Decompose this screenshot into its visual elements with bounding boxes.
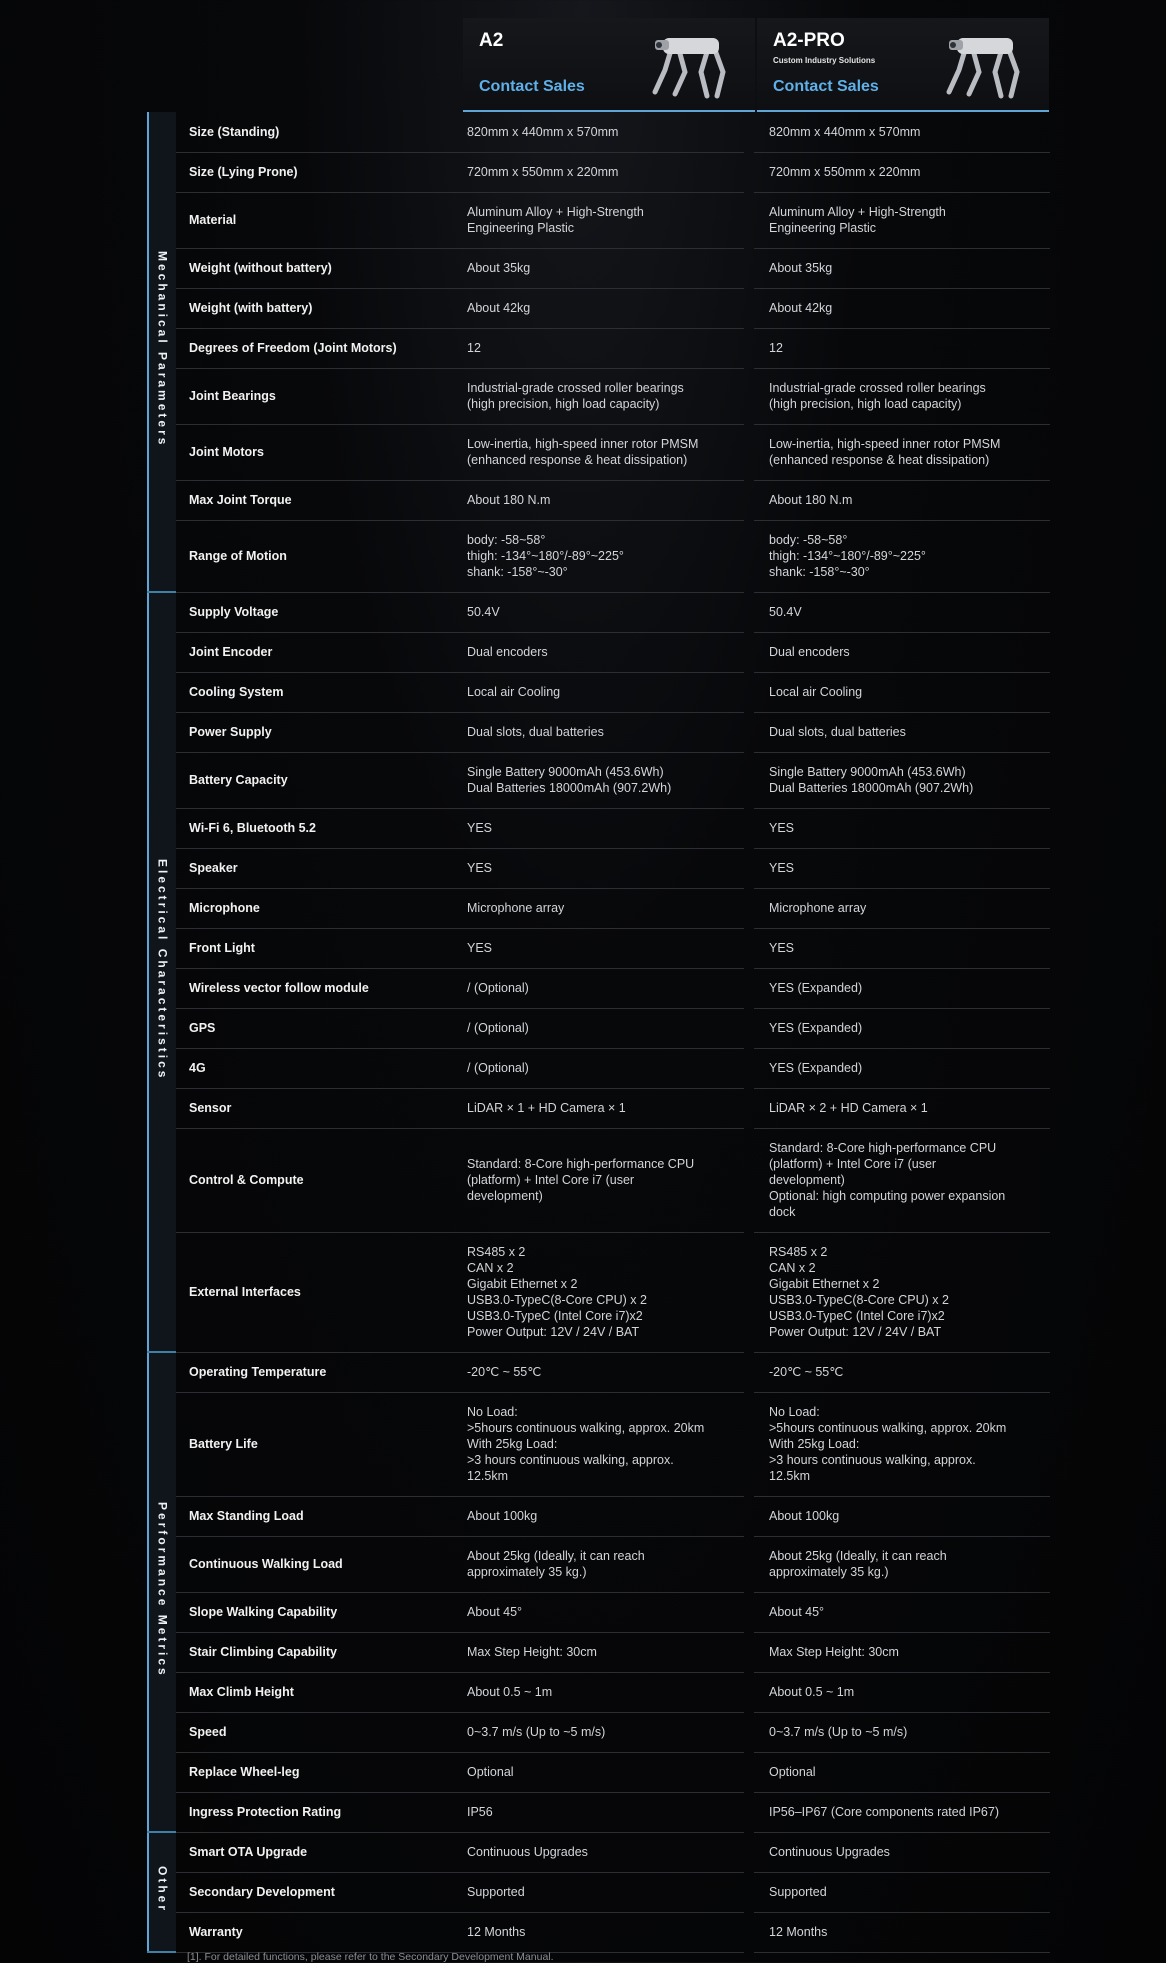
spec-label: Joint Motors: [176, 424, 452, 480]
spec-value-a2-pro: LiDAR × 2 + HD Camera × 1: [754, 1088, 1050, 1128]
spec-row: [148, 520, 1050, 592]
spec-row: [148, 1008, 1050, 1048]
column-gap: [744, 592, 754, 632]
product-name: A2: [479, 30, 504, 51]
spec-value-a2: / (Optional): [452, 1008, 744, 1048]
column-gap: [744, 1632, 754, 1672]
spec-label: Battery Capacity: [176, 752, 452, 808]
column-gap: [744, 808, 754, 848]
spec-value-a2: Max Step Height: 30cm: [452, 1632, 744, 1672]
spec-row: [148, 1048, 1050, 1088]
product-card-a2: [463, 18, 755, 112]
spec-label: Joint Encoder: [176, 632, 452, 672]
spec-row: [148, 1592, 1050, 1632]
spec-row: [148, 288, 1050, 328]
column-gap: [744, 888, 754, 928]
spec-value-a2-pro: 0~3.7 m/s (Up to ~5 m/s): [754, 1712, 1050, 1752]
column-gap: [744, 1536, 754, 1592]
spec-value-a2-pro: YES (Expanded): [754, 1008, 1050, 1048]
spec-row: [148, 1872, 1050, 1912]
spec-row: [148, 1632, 1050, 1672]
column-gap: [744, 1496, 754, 1536]
spec-label: Sensor: [176, 1088, 452, 1128]
product-header: [147, 18, 1049, 112]
spec-label: Stair Climbing Capability: [176, 1632, 452, 1672]
spec-row: [148, 1536, 1050, 1592]
spec-value-a2: About 100kg: [452, 1496, 744, 1536]
spec-label: 4G: [176, 1048, 452, 1088]
spec-value-a2: Industrial-grade crossed roller bearings (high precision, high load capacity): [452, 368, 744, 424]
spec-value-a2: About 42kg: [452, 288, 744, 328]
spec-label: Range of Motion: [176, 520, 452, 592]
column-gap: [744, 632, 754, 672]
spec-value-a2: About 0.5 ~ 1m: [452, 1672, 744, 1712]
spec-value-a2-pro: Low-inertia, high-speed inner rotor PMSM (enhanced response & heat dissipation): [754, 424, 1050, 480]
category-title: Other: [155, 1865, 170, 1913]
spec-value-a2: Low-inertia, high-speed inner rotor PMSM (enhanced response & heat dissipation): [452, 424, 744, 480]
spec-row: [148, 968, 1050, 1008]
column-gap: [744, 1232, 754, 1352]
column-gap: [744, 328, 754, 368]
spec-value-a2-pro: YES: [754, 928, 1050, 968]
spec-label: GPS: [176, 1008, 452, 1048]
column-gap: [744, 520, 754, 592]
spec-label: Size (Lying Prone): [176, 152, 452, 192]
spec-value-a2: 720mm x 550mm x 220mm: [452, 152, 744, 192]
spec-label: Degrees of Freedom (Joint Motors): [176, 328, 452, 368]
column-gap: [744, 968, 754, 1008]
column-gap: [744, 480, 754, 520]
spec-value-a2: About 25kg (Ideally, it can reach approximately 35 kg.): [452, 1536, 744, 1592]
spec-value-a2-pro: Optional: [754, 1752, 1050, 1792]
spec-value-a2: YES: [452, 928, 744, 968]
column-gap: [744, 1592, 754, 1632]
spec-label: Max Joint Torque: [176, 480, 452, 520]
spec-value-a2: Aluminum Alloy + High-Strength Engineering Plastic: [452, 192, 744, 248]
category-label-cell: [148, 112, 176, 592]
spec-row: [148, 808, 1050, 848]
product-name: A2-PRO: [773, 30, 845, 51]
spec-row: [148, 328, 1050, 368]
spec-value-a2: body: -58~58° thigh: -134°~180°/-89°~225° shank: -158°~-30°: [452, 520, 744, 592]
spec-value-a2-pro: 820mm x 440mm x 570mm: [754, 112, 1050, 152]
spec-row: [148, 1712, 1050, 1752]
spec-row: [148, 1496, 1050, 1536]
spec-value-a2-pro: Supported: [754, 1872, 1050, 1912]
spec-row: [148, 592, 1050, 632]
column-gap: [744, 1792, 754, 1832]
spec-value-a2-pro: Aluminum Alloy + High-Strength Engineering Plastic: [754, 192, 1050, 248]
spec-value-a2-pro: About 42kg: [754, 288, 1050, 328]
category-title: Electrical Characteristics: [155, 858, 170, 1081]
spec-label: Smart OTA Upgrade: [176, 1832, 452, 1872]
spec-row: [148, 712, 1050, 752]
spec-label: Replace Wheel-leg: [176, 1752, 452, 1792]
column-gap: [744, 368, 754, 424]
spec-value-a2-pro: About 0.5 ~ 1m: [754, 1672, 1050, 1712]
contact-sales-link[interactable]: Contact Sales: [773, 78, 879, 95]
spec-value-a2-pro: YES (Expanded): [754, 968, 1050, 1008]
spec-row: [148, 1352, 1050, 1392]
column-gap: [744, 1048, 754, 1088]
product-subtitle: Custom Industry Solutions: [773, 56, 876, 65]
column-gap: [744, 192, 754, 248]
spec-label: Wi-Fi 6, Bluetooth 5.2: [176, 808, 452, 848]
column-gap: [744, 1712, 754, 1752]
spec-value-a2-pro: About 35kg: [754, 248, 1050, 288]
spec-label: Ingress Protection Rating: [176, 1792, 452, 1832]
spec-value-a2: Dual encoders: [452, 632, 744, 672]
spec-label: Microphone: [176, 888, 452, 928]
spec-value-a2-pro: Continuous Upgrades: [754, 1832, 1050, 1872]
spec-value-a2: Supported: [452, 1872, 744, 1912]
spec-value-a2-pro: About 180 N.m: [754, 480, 1050, 520]
spec-row: [148, 928, 1050, 968]
spec-value-a2-pro: 50.4V: [754, 592, 1050, 632]
spec-value-a2: YES: [452, 848, 744, 888]
column-gap: [744, 1352, 754, 1392]
column-gap: [744, 848, 754, 888]
spec-row: [148, 480, 1050, 520]
spec-value-a2-pro: About 25kg (Ideally, it can reach approximately 35 kg.): [754, 1536, 1050, 1592]
spec-value-a2-pro: Dual encoders: [754, 632, 1050, 672]
spec-row: [148, 1128, 1050, 1232]
spec-label: Supply Voltage: [176, 592, 452, 632]
spec-value-a2: / (Optional): [452, 1048, 744, 1088]
spec-value-a2: 0~3.7 m/s (Up to ~5 m/s): [452, 1712, 744, 1752]
column-gap: [744, 1392, 754, 1496]
spec-label: Warranty: [176, 1912, 452, 1952]
spec-value-a2-pro: No Load: >5hours continuous walking, approx. 20km With 25kg Load: >3 hours continuous walking, approx. 12.5km: [754, 1392, 1050, 1496]
spec-value-a2: YES: [452, 808, 744, 848]
spec-value-a2: -20℃ ~ 55℃: [452, 1352, 744, 1392]
column-gap: [744, 1872, 754, 1912]
spec-value-a2-pro: Standard: 8-Core high-performance CPU (platform) + Intel Core i7 (user development) Optional: high computing power expansion dock: [754, 1128, 1050, 1232]
spec-label: Battery Life: [176, 1392, 452, 1496]
column-gap: [744, 1912, 754, 1952]
spec-value-a2: RS485 x 2 CAN x 2 Gigabit Ethernet x 2 USB3.0-TypeC(8-Core CPU) x 2 USB3.0-TypeC (Intel Core i7)x2 Power Output: 12V / 24V / BAT: [452, 1232, 744, 1352]
spec-value-a2: Microphone array: [452, 888, 744, 928]
column-gap: [744, 672, 754, 712]
spec-value-a2: / (Optional): [452, 968, 744, 1008]
spec-row: [148, 672, 1050, 712]
spec-row: [148, 1752, 1050, 1792]
spec-value-a2: Single Battery 9000mAh (453.6Wh) Dual Batteries 18000mAh (907.2Wh): [452, 752, 744, 808]
column-gap: [744, 248, 754, 288]
spec-label: Secondary Development: [176, 1872, 452, 1912]
spec-value-a2: 50.4V: [452, 592, 744, 632]
column-gap: [744, 1832, 754, 1872]
spec-value-a2: About 180 N.m: [452, 480, 744, 520]
spec-value-a2: About 45°: [452, 1592, 744, 1632]
spec-value-a2: 12: [452, 328, 744, 368]
spec-value-a2-pro: 12 Months: [754, 1912, 1050, 1952]
spec-label: Cooling System: [176, 672, 452, 712]
spec-value-a2-pro: 12: [754, 328, 1050, 368]
column-gap: [744, 1672, 754, 1712]
column-gap: [744, 752, 754, 808]
spec-row: [148, 752, 1050, 808]
spec-value-a2: LiDAR × 1 + HD Camera × 1: [452, 1088, 744, 1128]
column-gap: [744, 112, 754, 152]
spec-value-a2: Local air Cooling: [452, 672, 744, 712]
spec-row: [148, 1792, 1050, 1832]
spec-value-a2-pro: IP56–IP67 (Core components rated IP67): [754, 1792, 1050, 1832]
spec-value-a2-pro: 720mm x 550mm x 220mm: [754, 152, 1050, 192]
spec-row: [148, 848, 1050, 888]
spec-label: Weight (without battery): [176, 248, 452, 288]
product-card-a2-pro: [757, 18, 1049, 112]
spec-value-a2: No Load: >5hours continuous walking, approx. 20km With 25kg Load: >3 hours continuous walking, approx. 12.5km: [452, 1392, 744, 1496]
robot-dog-image: [645, 26, 737, 102]
spec-row: [148, 192, 1050, 248]
spec-label: Control & Compute: [176, 1128, 452, 1232]
column-gap: [744, 712, 754, 752]
spec-value-a2: Continuous Upgrades: [452, 1832, 744, 1872]
spec-label: Size (Standing): [176, 112, 452, 152]
category-label-cell: [148, 1832, 176, 1952]
spec-row: [148, 1672, 1050, 1712]
spec-value-a2-pro: Industrial-grade crossed roller bearings (high precision, high load capacity): [754, 368, 1050, 424]
spec-value-a2-pro: YES: [754, 848, 1050, 888]
column-gap: [744, 1752, 754, 1792]
footnote: [1]. For detailed functions, please refer to the Secondary Development Manual.: [187, 1951, 554, 1963]
column-gap: [744, 928, 754, 968]
spec-value-a2-pro: YES: [754, 808, 1050, 848]
spec-label: Front Light: [176, 928, 452, 968]
spec-row: [148, 1392, 1050, 1496]
spec-row: [148, 1232, 1050, 1352]
spec-value-a2: 820mm x 440mm x 570mm: [452, 112, 744, 152]
spec-label: Max Standing Load: [176, 1496, 452, 1536]
column-gap: [744, 288, 754, 328]
spec-label: Material: [176, 192, 452, 248]
spec-value-a2-pro: Local air Cooling: [754, 672, 1050, 712]
spec-label: Joint Bearings: [176, 368, 452, 424]
spec-value-a2-pro: -20℃ ~ 55℃: [754, 1352, 1050, 1392]
spec-table: [147, 112, 1050, 1953]
spec-value-a2-pro: About 45°: [754, 1592, 1050, 1632]
spec-value-a2-pro: RS485 x 2 CAN x 2 Gigabit Ethernet x 2 USB3.0-TypeC(8-Core CPU) x 2 USB3.0-TypeC (Intel Core i7)x2 Power Output: 12V / 24V / BAT: [754, 1232, 1050, 1352]
category-title: Mechanical Parameters: [155, 250, 170, 448]
spec-value-a2: Dual slots, dual batteries: [452, 712, 744, 752]
column-gap: [744, 152, 754, 192]
spec-label: Slope Walking Capability: [176, 1592, 452, 1632]
spec-row: [148, 152, 1050, 192]
spec-row: [148, 424, 1050, 480]
category-title: Performance Metrics: [155, 1501, 170, 1678]
spec-row: [148, 112, 1050, 152]
spec-label: Speaker: [176, 848, 452, 888]
spec-label: Power Supply: [176, 712, 452, 752]
spec-label: Operating Temperature: [176, 1352, 452, 1392]
spec-row: [148, 1832, 1050, 1872]
spec-value-a2: Optional: [452, 1752, 744, 1792]
spec-row: [148, 888, 1050, 928]
spec-value-a2-pro: Microphone array: [754, 888, 1050, 928]
spec-value-a2: 12 Months: [452, 1912, 744, 1952]
spec-row: [148, 1912, 1050, 1952]
robot-dog-image: [939, 26, 1031, 102]
spec-value-a2: About 35kg: [452, 248, 744, 288]
spec-value-a2-pro: About 100kg: [754, 1496, 1050, 1536]
spec-row: [148, 248, 1050, 288]
spec-value-a2-pro: Dual slots, dual batteries: [754, 712, 1050, 752]
column-gap: [744, 424, 754, 480]
spec-value-a2: Standard: 8-Core high-performance CPU (platform) + Intel Core i7 (user development): [452, 1128, 744, 1232]
spec-row: [148, 368, 1050, 424]
spec-label: Wireless vector follow module: [176, 968, 452, 1008]
spec-label: Weight (with battery): [176, 288, 452, 328]
spec-value-a2-pro: Max Step Height: 30cm: [754, 1632, 1050, 1672]
category-label-cell: [148, 592, 176, 1352]
column-gap: [744, 1128, 754, 1232]
spec-value-a2-pro: Single Battery 9000mAh (453.6Wh) Dual Batteries 18000mAh (907.2Wh): [754, 752, 1050, 808]
category-label-cell: [148, 1352, 176, 1832]
column-gap: [744, 1008, 754, 1048]
spec-comparison: [147, 18, 1049, 1953]
column-gap: [744, 1088, 754, 1128]
spec-label: Continuous Walking Load: [176, 1536, 452, 1592]
spec-label: Max Climb Height: [176, 1672, 452, 1712]
spec-value-a2: IP56: [452, 1792, 744, 1832]
spec-value-a2-pro: body: -58~58° thigh: -134°~180°/-89°~225° shank: -158°~-30°: [754, 520, 1050, 592]
spec-label: Speed: [176, 1712, 452, 1752]
spec-row: [148, 632, 1050, 672]
contact-sales-link[interactable]: Contact Sales: [479, 78, 585, 95]
spec-row: [148, 1088, 1050, 1128]
spec-label: External Interfaces: [176, 1232, 452, 1352]
spec-value-a2-pro: YES (Expanded): [754, 1048, 1050, 1088]
